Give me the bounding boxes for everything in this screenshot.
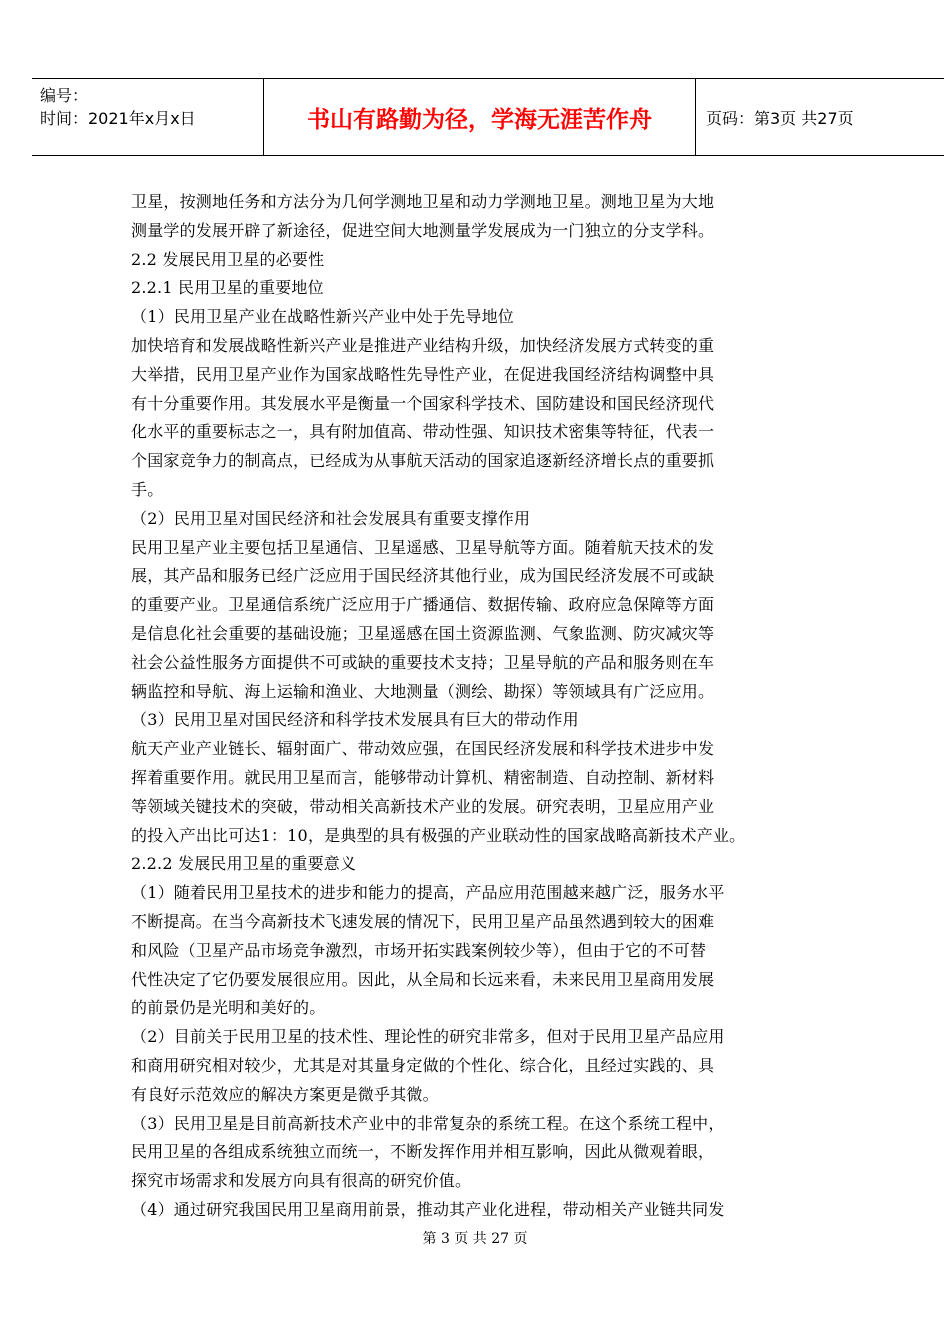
text-line: 不断提高。在当今高新技术飞速发展的情况下，民用卫星产品虽然遇到较大的困难 <box>131 911 715 931</box>
time-label: 时间：2021年x月x日 <box>40 109 196 128</box>
text-line: 和商用研究相对较少，尤其是对其量身定做的个性化、综合化，且经过实践的、具 <box>131 1055 715 1075</box>
header-motto: 书山有路勤为径，学海无涯苦作舟 <box>264 79 696 155</box>
text-line: 等领域关键技术的突破，带动相关高新技术产业的发展。研究表明，卫星应用产业 <box>131 796 715 816</box>
number-label: 编号： <box>40 86 89 105</box>
text-line: （2）目前关于民用卫星的技术性、理论性的研究非常多，但对于民用卫星产品应用 <box>131 1027 725 1047</box>
text-line: （4）通过研究我国民用卫星商用前景，推动其产业化进程，带动相关产业链共同发 <box>131 1199 725 1219</box>
header-page-info: 页码：第3页 共27页 <box>706 108 854 128</box>
text-line: （3）民用卫星是目前高新技术产业中的非常复杂的系统工程。在这个系统工程中， <box>131 1113 725 1133</box>
text-line: 辆监控和导航、海上运输和渔业、大地测量（测绘、勘探）等领域具有广泛应用。 <box>131 681 715 701</box>
text-line: 测量学的发展开辟了新途径，促进空间大地测量学发展成为一门独立的分支学科。 <box>131 220 715 240</box>
item-heading: （1）民用卫星产业在战略性新兴产业中处于先导地位 <box>131 307 514 327</box>
text-line: 和风险（卫星产品市场竞争激烈，市场开拓实践案例较少等），但由于它的不可替 <box>131 940 707 960</box>
text-line: 大举措，民用卫星产业作为国家战略性先导性产业，在促进我国经济结构调整中具 <box>131 364 715 384</box>
text-line: 代性决定了它仍要发展很应用。因此，从全局和长远来看，未来民用卫星商用发展 <box>131 969 715 989</box>
item-heading: （2）民用卫星对国民经济和社会发展具有重要支撑作用 <box>131 508 531 528</box>
text-line: 探究市场需求和发展方向具有很高的研究价值。 <box>131 1171 472 1191</box>
text-line: 民用卫星的各组成系统独立而统一，不断发挥作用并相互影响，因此从微观着眼， <box>131 1142 715 1162</box>
text-line: 有十分重要作用。其发展水平是衡量一个国家科学技术、国防建设和国民经济现代 <box>131 393 715 413</box>
document-body <box>131 188 851 1225</box>
subsection-heading: 2.2.1 民用卫星的重要地位 <box>131 278 324 298</box>
text-line: （1）随着民用卫星技术的进步和能力的提高，产品应用范围越来越广泛，服务水平 <box>131 883 725 903</box>
section-heading: 2.2 发展民用卫星的必要性 <box>131 249 325 269</box>
text-line: 航天产业产业链长、辐射面广、带动效应强，在国民经济发展和科学技术进步中发 <box>131 739 715 759</box>
subsection-heading: 2.2.2 发展民用卫星的重要意义 <box>131 854 357 874</box>
text-line: 加快培育和发展战略性新兴产业是推进产业结构升级，加快经济发展方式转变的重 <box>131 335 715 355</box>
text-line: 卫星，按测地任务和方法分为几何学测地卫星和动力学测地卫星。测地卫星为大地 <box>131 192 715 211</box>
text-line: 有良好示范效应的解决方案更是微乎其微。 <box>131 1084 439 1104</box>
text-line: 民用卫星产业主要包括卫星通信、卫星遥感、卫星导航等方面。随着航天技术的发 <box>131 537 715 557</box>
header-meta <box>32 79 264 155</box>
text-line: 展，其产品和服务已经广泛应用于国民经济其他行业，成为国民经济发展不可或缺 <box>131 566 715 586</box>
page-header <box>32 78 944 156</box>
text-line: 的重要产业。卫星通信系统广泛应用于广播通信、数据传输、政府应急保障等方面 <box>131 595 715 615</box>
text-line: 的投入产出比可达1：10，是典型的具有极强的产业联动性的国家战略高新技术产业。 <box>131 825 746 845</box>
text-line: 是信息化社会重要的基础设施；卫星遥感在国土资源监测、气象监测、防灾减灾等 <box>131 623 715 643</box>
item-heading: （3）民用卫星对国民经济和科学技术发展具有巨大的带动作用 <box>131 710 579 730</box>
page-footer: 第 3 页 共 27 页 <box>422 1231 528 1247</box>
text-line: 个国家竞争力的制高点，已经成为从事航天活动的国家追逐新经济增长点的重要抓 <box>131 451 715 471</box>
text-line: 的前景仍是光明和美好的。 <box>131 998 326 1018</box>
text-line: 社会公益性服务方面提供不可或缺的重要技术支持；卫星导航的产品和服务则在车 <box>131 652 715 672</box>
text-line: 挥着重要作用。就民用卫星而言，能够带动计算机、精密制造、自动控制、新材料 <box>131 767 715 787</box>
text-line: 化水平的重要标志之一，具有附加值高、带动性强、知识技术密集等特征，代表一 <box>131 422 715 442</box>
text-line: 手。 <box>131 479 164 499</box>
